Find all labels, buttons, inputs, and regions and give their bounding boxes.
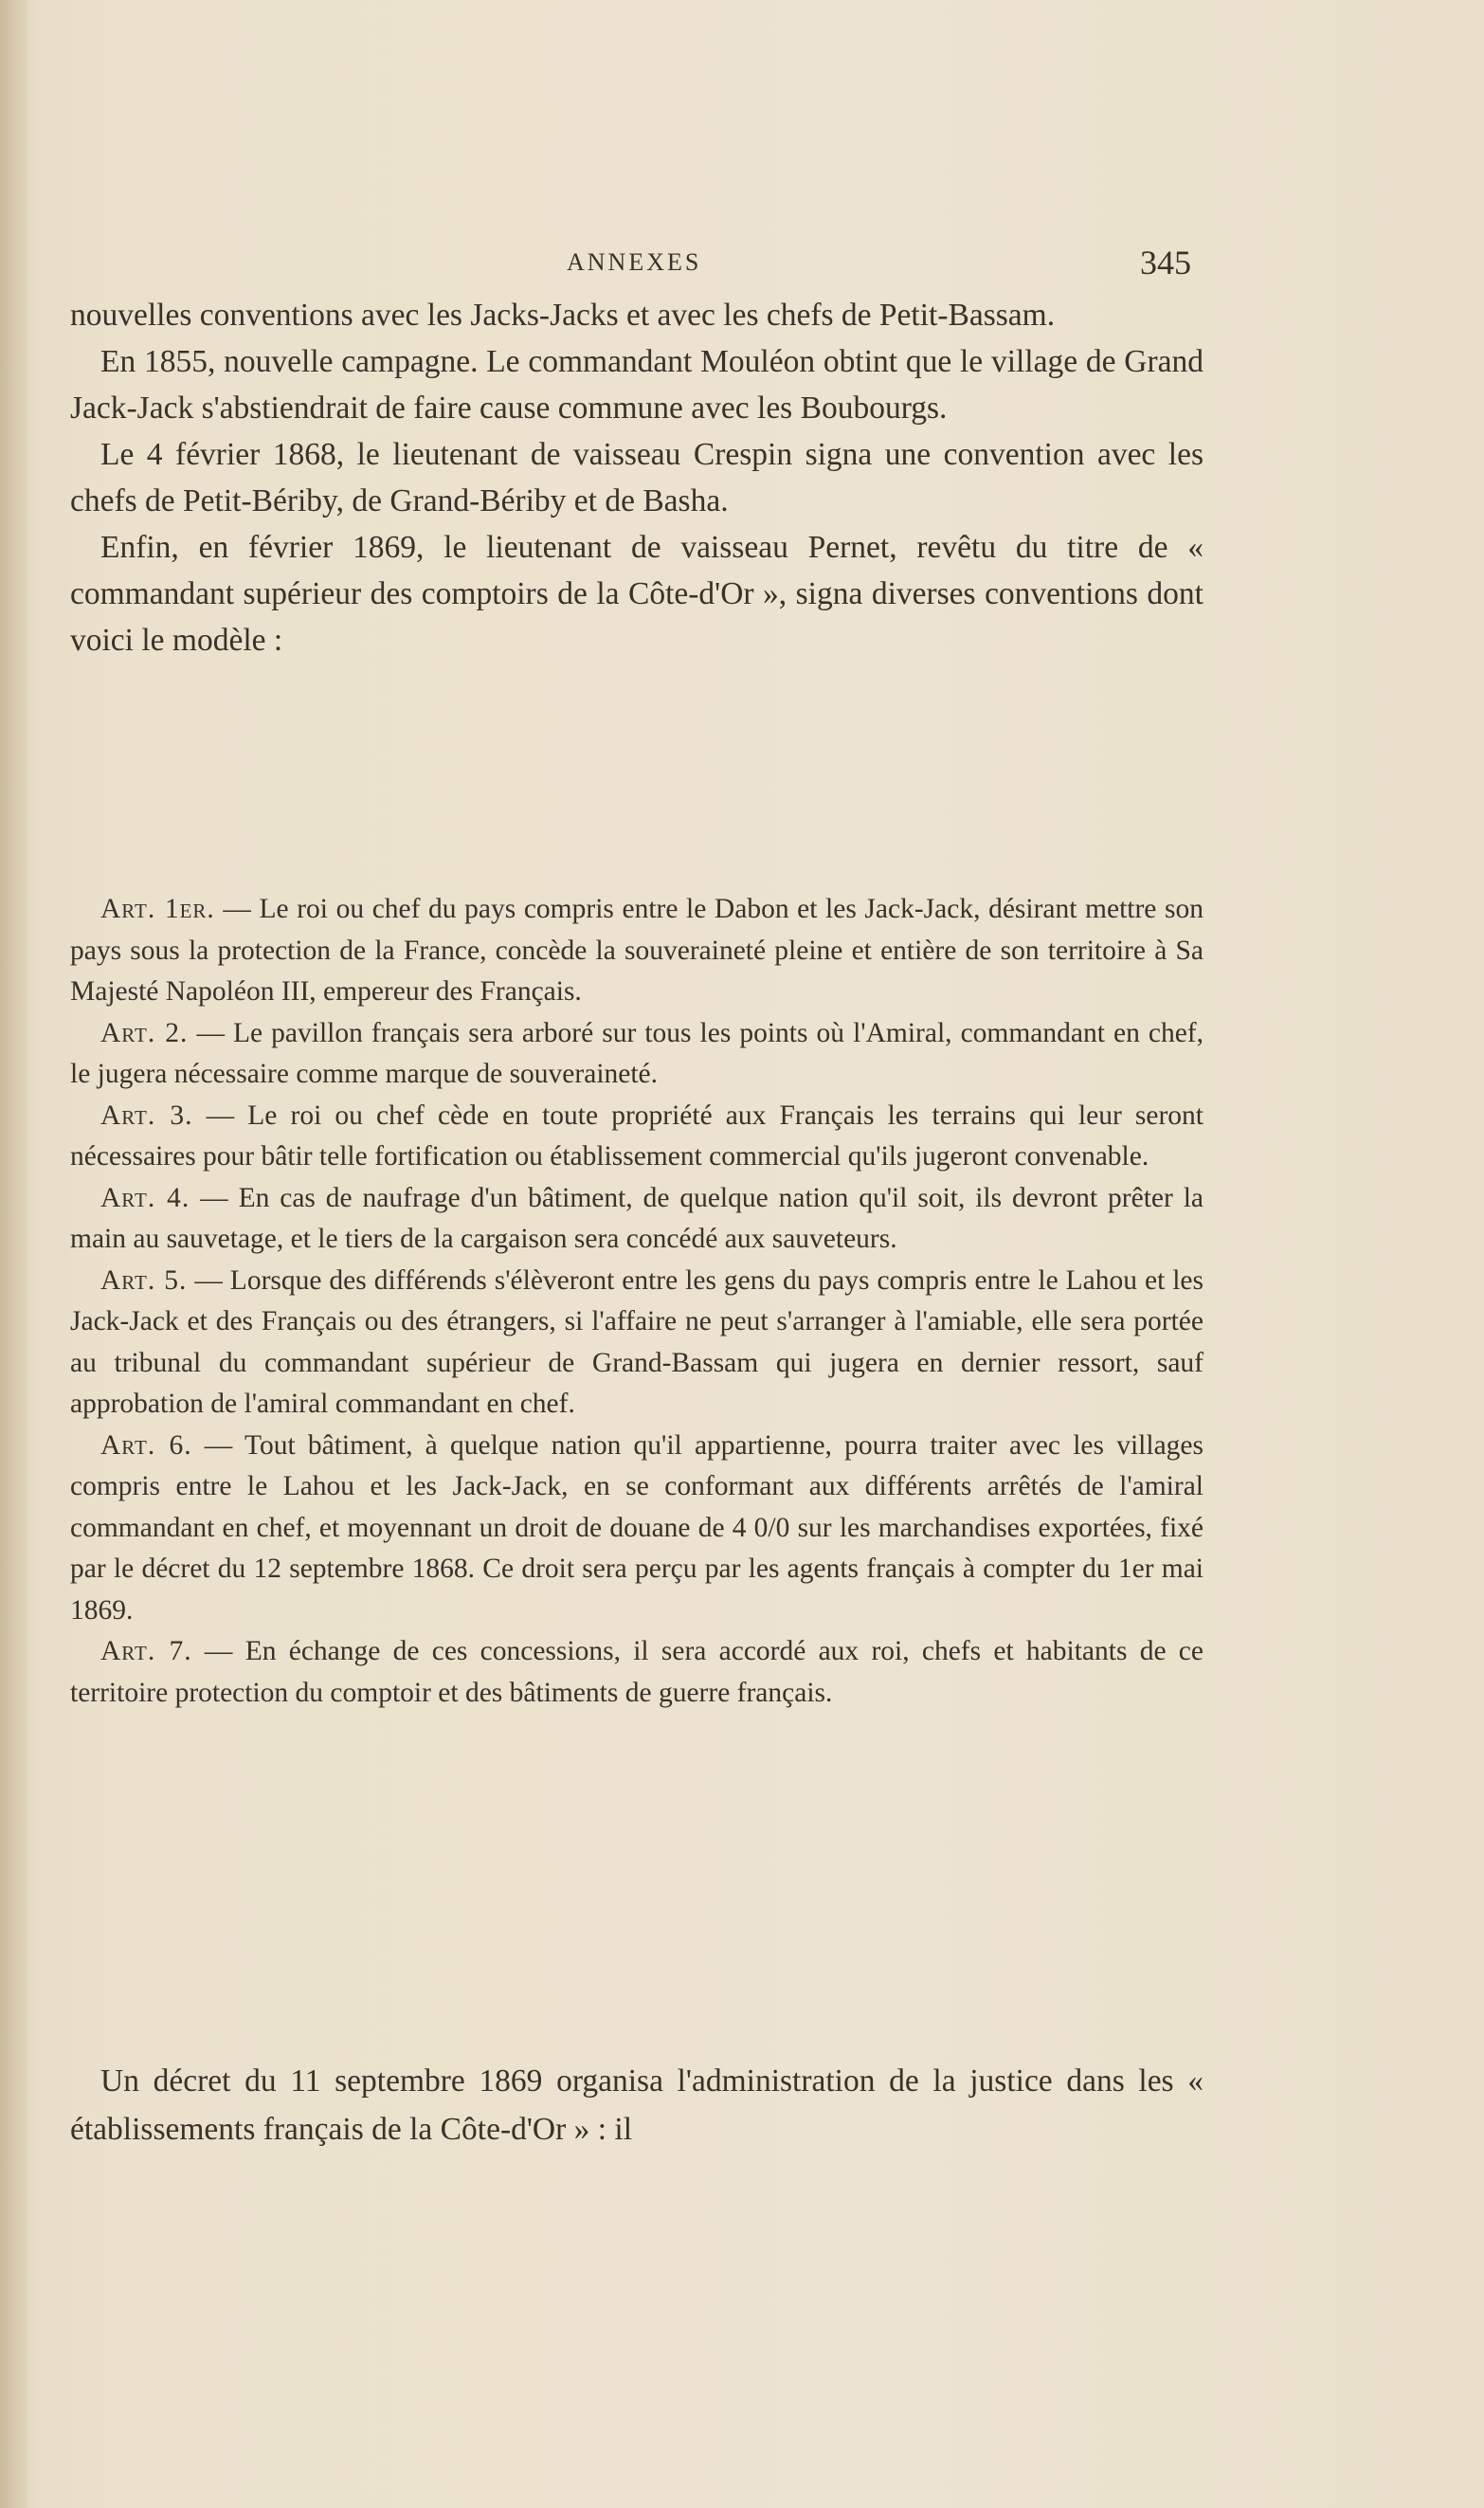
closing-section	[70, 2057, 1203, 2154]
article-2-text: — Le pavillon français sera arboré sur tous les points où l'Amiral, commandant en chef, le jugera nécessaire comme marque de souveraineté.	[70, 1017, 1204, 1089]
article-3-label: Art. 3.	[100, 1100, 193, 1131]
intro-section	[70, 292, 1203, 663]
article-2	[70, 1013, 1203, 1096]
article-6-label: Art. 6.	[100, 1429, 192, 1461]
intro-paragraph-2: En 1855, nouvelle campagne. Le commandant Mouléon obtint que le village de Grand Jack-Jack s'abstiendrait de faire cause commune avec les Boubourgs.	[70, 344, 1203, 426]
article-1-text: — Le roi ou chef du pays compris entre le Dabon et les Jack-Jack, désirant mettre son pays sous la protection de la France, concède la souveraineté pleine et entière de son territoire à Sa Majesté Napoléon III, empereur des Français.	[70, 894, 1203, 1007]
article-4	[70, 1178, 1203, 1261]
article-3	[70, 1096, 1203, 1178]
article-4-label: Art. 4.	[100, 1182, 190, 1213]
article-7-text: — En échange de ces concessions, il sera accordé aux roi, chefs et habitants de ce territoire protection du comptoir et des bâtiments de guerre français.	[70, 1636, 1203, 1708]
intro-paragraph-3: Le 4 février 1868, le lieutenant de vaisseau Crespin signa une convention avec les chefs de Petit-Bériby, de Grand-Bériby et de Basha.	[70, 437, 1203, 518]
article-4-text: — En cas de naufrage d'un bâtiment, de quelque nation qu'il soit, ils devront prêter la main au sauvetage, et le tiers de la cargaison sera concédé aux sauveteurs.	[70, 1182, 1203, 1254]
article-6-text: — Tout bâtiment, à quelque nation qu'il appartienne, pourra traiter avec les villages compris entre le Lahou et les Jack-Jack, en se conformant aux différents arrêtés de l'amiral commandant en chef, et moyennant un droit de douane de 4 0/0 sur les marchandises exportées, fixé par le décret du 12 septembre 1868. Ce droit sera perçu par les agents français à compter du 1er mai 1869.	[70, 1429, 1203, 1626]
running-header	[0, 244, 1484, 286]
convention-articles	[70, 889, 1203, 1714]
article-6	[70, 1426, 1203, 1632]
article-3-text: — Le roi ou chef cède en toute propriété aux Français les terrains qui leur seront nécessaires pour bâtir telle fortification ou établissement commercial qu'ils jugeront convenable.	[70, 1100, 1203, 1172]
article-1	[70, 889, 1203, 1013]
closing-paragraph: Un décret du 11 septembre 1869 organisa l'administration de la justice dans les « établissements français de la Côte-d'Or » : il	[70, 2063, 1203, 2147]
page-spine-shadow	[0, 0, 27, 2508]
article-5	[70, 1261, 1203, 1426]
article-5-label: Art. 5.	[100, 1264, 188, 1296]
article-7	[70, 1631, 1203, 1714]
page-number: 345	[1140, 244, 1191, 282]
intro-paragraph-1: nouvelles conventions avec les Jacks-Jacks et avec les chefs de Petit-Bassam.	[70, 298, 1056, 333]
article-5-text: — Lorsque des différends s'élèveront entre les gens du pays compris entre le Lahou et les Jack-Jack et des Français ou des étrangers, si l'affaire ne peut s'arranger à l'amiable, elle sera portée au tribunal du commandant supérieur de Grand-Bassam qui jugera en dernier ressort, sauf approbation de l'amiral commandant en chef.	[70, 1264, 1203, 1419]
article-7-label: Art. 7.	[100, 1636, 192, 1666]
article-2-label: Art. 2.	[100, 1017, 189, 1048]
header-title: ANNEXES	[567, 248, 702, 276]
article-1-label: Art. 1er.	[100, 894, 215, 924]
intro-paragraph-4: Enfin, en février 1869, le lieutenant de vaisseau Pernet, revêtu du titre de « commandant supérieur des comptoirs de la Côte-d'Or », signa diverses conventions dont voici le modèle :	[70, 530, 1203, 658]
